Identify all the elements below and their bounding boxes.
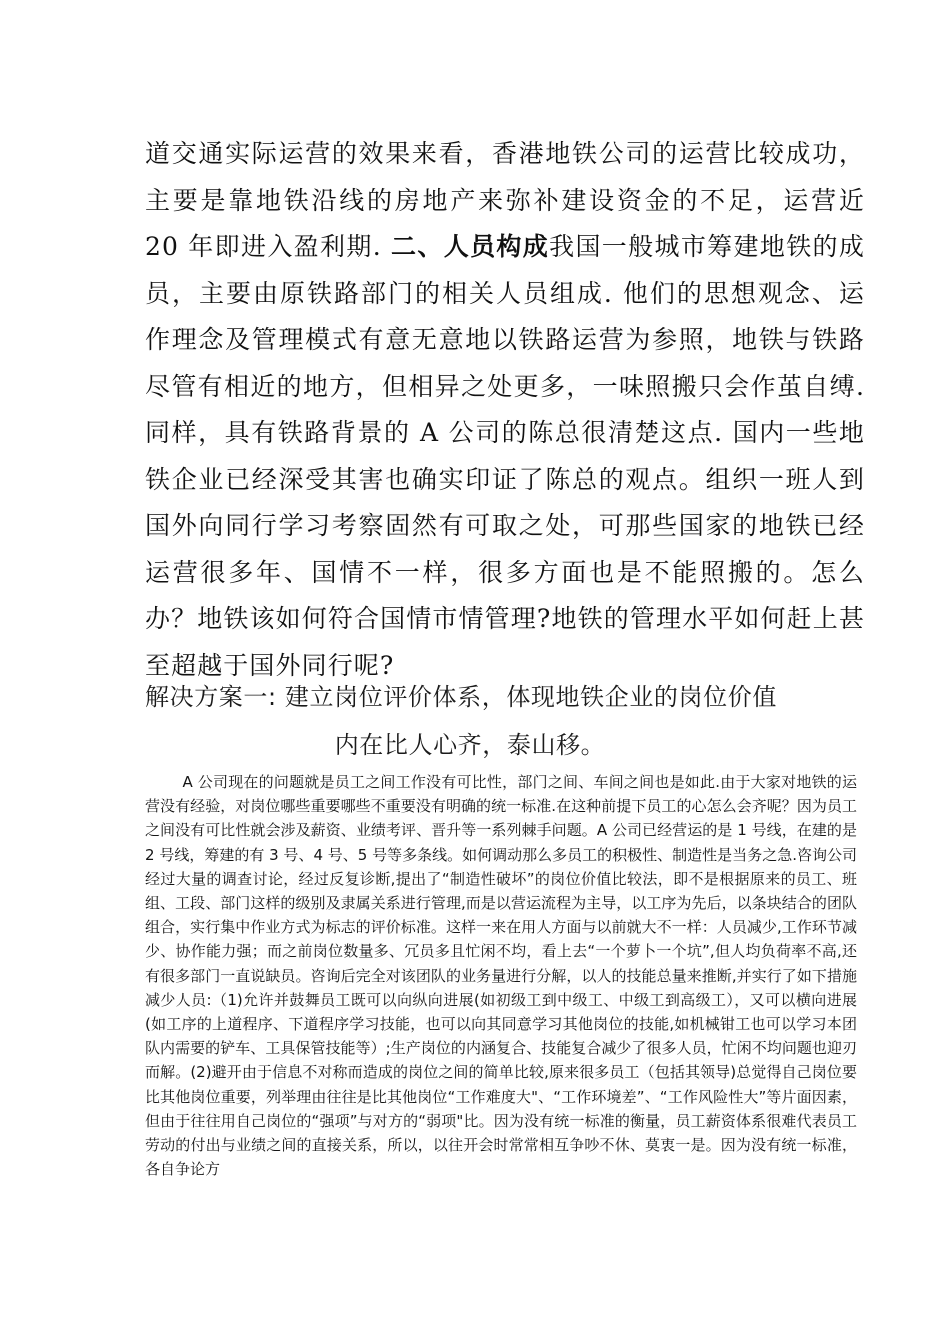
body-paragraph: A 公司现在的问题就是员工之间工作没有可比性，部门之间、车间之间也是如此.由于大家对地铁的运营没有经验，对岗位哪些重要哪些不重要没有明确的统一标准.在这种前提下员工的心怎么会齐呢？因为员工之间没有可比性就会涉及薪资、业绩考评、晋升等一系列棘手问题。A 公司已经营运的是 1 号线，在建的是 2 号线，筹建的有 3 号、4 号、5 号等多条线。如何调动那么多员工的积极性、制造性是当务之急.咨询公司经过大量的调查讨论，经过反复诊断,提出了“制造性破坏”的岗位价值比较法，即不是根据原来的员工、班组、工段、部门这样的级别及隶属关系进行管理,而是以营运流程为主导，以工序为先后，以条块结合的团队组合，实行集中作业方式为标志的评价标准。这样一来在用人方面与以前就大不一样：人员减少,工作环节减少、协作能力强；而之前岗位数量多、冗员多且忙闲不均，看上去“一个萝卜一个坑”,但人均负荷率不高,还有很多部门一直说缺员。咨询后完全对该团队的业务量进行分解，以人的技能总量来推断,并实行了如下措施减少人员:（1)允许并鼓舞员工既可以向纵向进展(如初级工到中级工、中级工到高级工），又可以横向进展(如工序的上道程序、下道程序学习技能，也可以向其同意学习其他岗位的技能,如机械钳工也可以学习本团队内需要的铲车、工具保管技能等）;生产岗位的内涵复合、技能复合减少了很多人员，忙闲不均问题也迎刃而解。(2)避开由于信息不对称而造成的岗位之间的简单比较,原来很多员工（包括其领导)总觉得自己岗位要比其他岗位重要，列举理由往往是比其他岗位“工作难度大"、“工作环境差”、“工作风险性大”等片面因素，但由于往往用自己岗位的“强项”与对方的“弱项"比。因为没有统一标准的衡量，员工薪资体系很难代表员工劳动的付出与业绩之间的直接关系，所以，以往开会时常常相互争吵不休、莫衷一是。因为没有统一标准，各自争论方	[145, 773, 857, 1179]
section-heading: 二、人员构成	[391, 232, 550, 261]
paragraph-text-part2: 我国一般城市筹建地铁的成员，主要由原铁路部门的相关人员组成. 他们的思想观念、运作理念及管理模式有意无意地以铁路运营为参照，地铁与铁路尽管有相近的地方，但相异之处更多，一味照搬只会作茧自缚. 同样，具有铁路背景的 A 公司的陈总很清楚这点. 国内一些地铁企业已经深受其害也确实印证了陈总的观点。组织一班人到国外向同行学习考察固然有可取之处，可那些国家的地铁已经运营很多年、国情不一样，很多方面也是不能照搬的。怎么办？地铁该如何符合国情市情管理?地铁的管理水平如何赶上甚至超越于国外同行呢?	[145, 232, 865, 680]
paragraph-text-part1: 道交通实际运营的效果来看，香港地铁公司的运营比较成功，主要是靠地铁沿线的房地产来弥补建设资金的不足，运营近 20 年即进入盈利期.	[145, 139, 865, 261]
subheading: 内在比人心齐，泰山移。	[334, 731, 606, 759]
main-paragraph	[145, 131, 865, 689]
solution-heading: 解决方案一: 建立岗位评价体系，体现地铁企业的岗位价值	[145, 683, 777, 711]
